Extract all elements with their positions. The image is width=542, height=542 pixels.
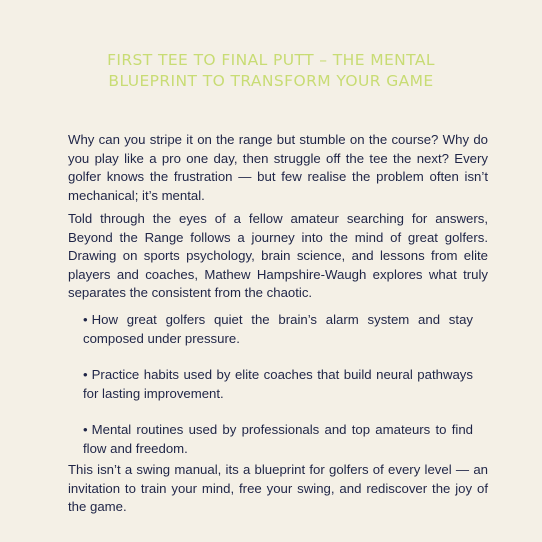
title-line-1: FIRST TEE TO FINAL PUTT – THE MENTAL <box>107 51 435 69</box>
list-item <box>83 366 473 403</box>
bullet-icon: • <box>83 422 88 437</box>
intro-paragraph: Why can you stripe it on the range but stumble on the course? Why do you play like a pro one day, then struggle off the tee the next? Every golfer knows the frustration — but few realise the problem often isn’t mechanical; it’s mental. <box>68 132 488 203</box>
list-item <box>83 421 473 458</box>
bullet-icon: • <box>83 312 88 327</box>
list-item-text: Practice habits used by elite coaches that build neural pathways for lasting improvement. <box>83 367 473 401</box>
title-line-2: BLUEPRINT TO TRANSFORM YOUR GAME <box>108 72 434 90</box>
summary-paragraph: Told through the eyes of a fellow amateur searching for answers, Beyond the Range follows a journey into the mind of great golfers. Drawing on sports psychology, brain science, and lessons from elite players and coaches, Mathew Hampshire-Waugh explores what truly separates the consistent from the chaotic. <box>68 211 488 300</box>
list-item-text: Mental routines used by professionals and top amateurs to find flow and freedom. <box>83 422 473 456</box>
bullet-icon: • <box>83 367 88 382</box>
closing-paragraph: This isn’t a swing manual, its a blueprint for golfers of every level — an invitation to train your mind, free your swing, and rediscover the joy of the game. <box>68 462 488 514</box>
list-item <box>83 311 473 348</box>
feature-list <box>83 311 473 476</box>
page-title <box>40 50 502 92</box>
list-item-text: How great golfers quiet the brain’s alarm system and stay composed under pressure. <box>83 312 473 346</box>
